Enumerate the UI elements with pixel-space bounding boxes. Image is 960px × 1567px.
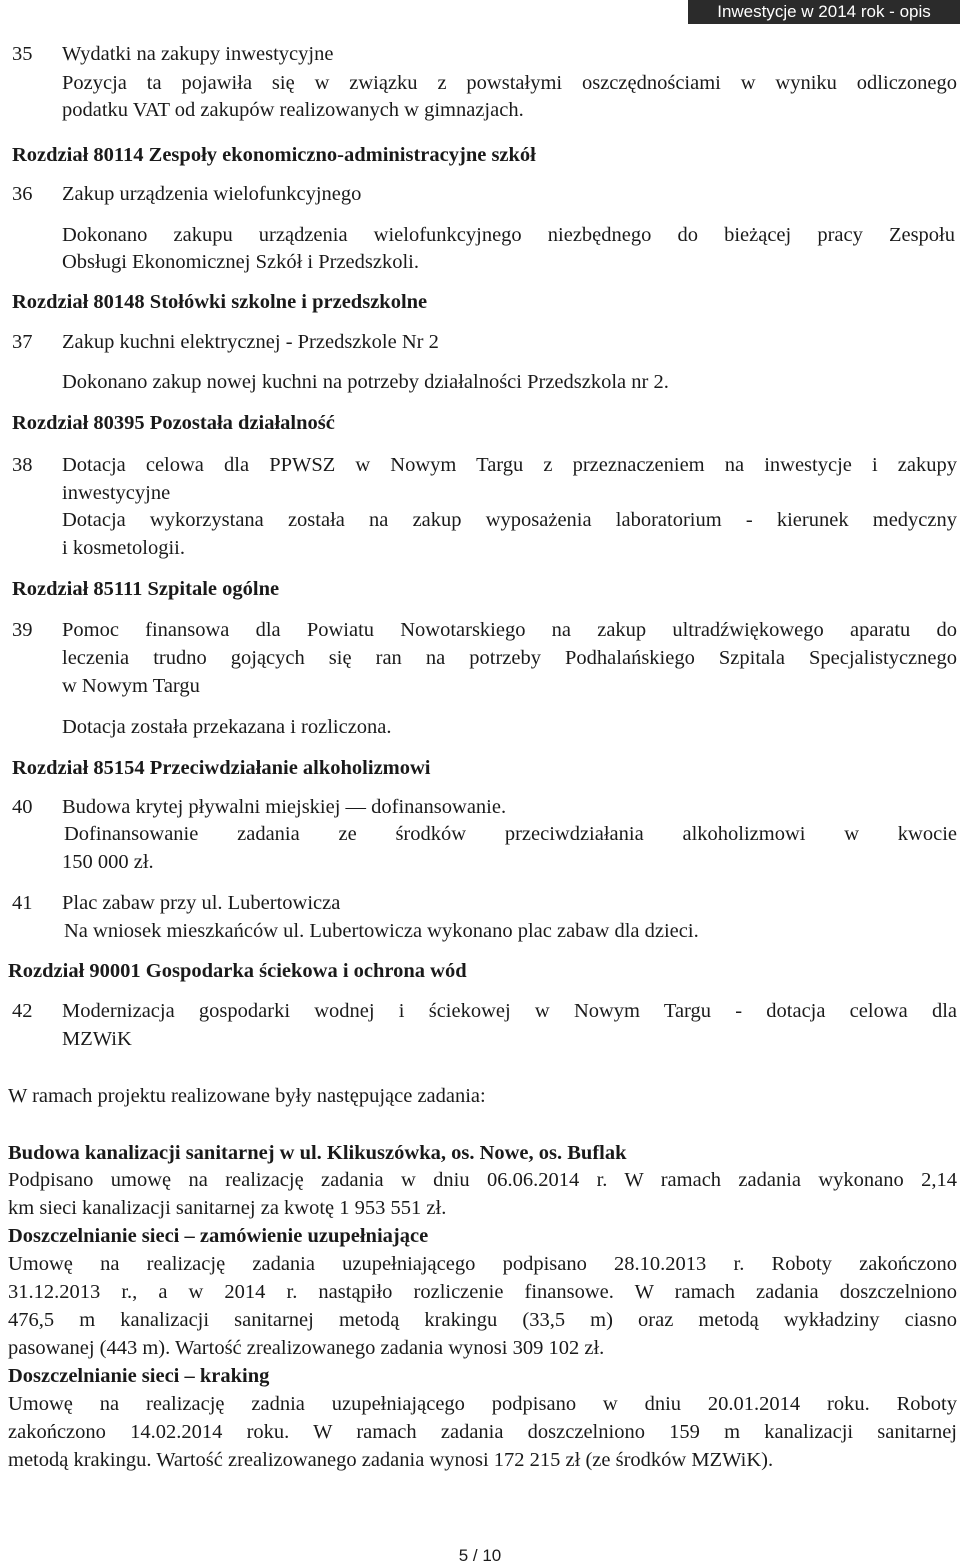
task-text-line: 31.12.2013 r., a w 2014 r. nastąpiło rozliczenie finansowe. W ramach zadania doszczelniono bbox=[8, 1281, 957, 1303]
task-title: Doszczelnianie sieci – zamówienie uzupełniające bbox=[8, 1225, 429, 1247]
task-text-line: pasowanej (443 m). Wartość zrealizowanego zadania wynosi 309 102 zł. bbox=[8, 1337, 605, 1359]
item-number: 40 bbox=[12, 796, 33, 818]
item-title: Zakup kuchni elektrycznej - Przedszkole Nr 2 bbox=[62, 331, 439, 353]
section-heading: Rozdział 80114 Zespoły ekonomiczno-administracyjne szkół bbox=[12, 144, 536, 166]
item-description-line: Pozycja ta pojawiła się w związku z powstałymi oszczędnościami w wyniku odliczonego bbox=[62, 72, 957, 94]
item-title: Wydatki na zakupy inwestycyjne bbox=[62, 43, 334, 65]
item-title: Zakup urządzenia wielofunkcyjnego bbox=[62, 183, 362, 205]
section-heading: Rozdział 80148 Stołówki szkolne i przedszkolne bbox=[12, 291, 428, 313]
task-text-line: km sieci kanalizacji sanitarnej za kwotę 1 953 551 zł. bbox=[8, 1197, 447, 1219]
item-description-line: Dokonano zakup nowej kuchni na potrzeby działalności Przedszkola nr 2. bbox=[62, 371, 669, 393]
task-title: Doszczelnianie sieci – kraking bbox=[8, 1365, 270, 1387]
task-text-line: Umowę na realizację zadania uzupełniającego podpisano 28.10.2013 r. Roboty zakończono bbox=[8, 1253, 957, 1275]
task-text-line: Umowę na realizację zadnia uzupełniającego podpisano w dniu 20.01.2014 roku. Roboty bbox=[8, 1393, 957, 1415]
item-title-line: Modernizacja gospodarki wodnej i ściekowej w Nowym Targu - dotacja celowa dla bbox=[62, 1000, 957, 1022]
item-number: 36 bbox=[12, 183, 33, 205]
item-title: Plac zabaw przy ul. Lubertowicza bbox=[62, 892, 341, 914]
item-description-line: podatku VAT od zakupów realizowanych w gimnazjach. bbox=[62, 99, 524, 121]
header-title: Inwestycje w 2014 rok - opis bbox=[717, 2, 931, 21]
page-header bbox=[688, 0, 960, 24]
item-title-line: Dotacja celowa dla PPWSZ w Nowym Targu z przeznaczeniem na inwestycje i zakupy bbox=[62, 454, 957, 476]
item-description-line: Dofinansowanie zadania ze środków przeciwdziałania alkoholizmowi w kwocie bbox=[64, 823, 957, 845]
item-description-line: Na wniosek mieszkańców ul. Lubertowicza wykonano plac zabaw dla dzieci. bbox=[64, 920, 699, 942]
item-number: 35 bbox=[12, 43, 33, 65]
item-number: 39 bbox=[12, 619, 33, 641]
item-number: 37 bbox=[12, 331, 33, 353]
item-description-line: 150 000 zł. bbox=[62, 851, 154, 873]
task-text-line: Podpisano umowę na realizację zadania w dniu 06.06.2014 r. W ramach zadania wykonano 2,14 bbox=[8, 1169, 957, 1191]
item-number: 42 bbox=[12, 1000, 33, 1022]
section-heading: Rozdział 85154 Przeciwdziałanie alkoholizmowi bbox=[12, 757, 431, 779]
item-title-line: inwestycyjne bbox=[62, 482, 171, 504]
item-description-line: Dokonano zakupu urządzenia wielofunkcyjnego niezbędnego do bieżącej pracy Zespołu bbox=[62, 224, 955, 246]
task-title: Budowa kanalizacji sanitarnej w ul. Klikuszówka, os. Nowe, os. Buflak bbox=[8, 1142, 627, 1164]
project-intro: W ramach projektu realizowane były następujące zadania: bbox=[8, 1085, 486, 1107]
page-number: 5 / 10 bbox=[458, 1546, 502, 1565]
item-number: 41 bbox=[12, 892, 33, 914]
item-title-line: leczenia trudno gojących się ran na potrzeby Podhalańskiego Szpitala Specjalistycznego bbox=[62, 647, 957, 669]
item-number: 38 bbox=[12, 454, 33, 476]
task-text-line: 476,5 m kanalizacji sanitarnej metodą krakingu (33,5 m) oraz metodą wykładziny ciasno bbox=[8, 1309, 957, 1331]
item-title-line: Pomoc finansowa dla Powiatu Nowotarskiego na zakup ultradźwiękowego aparatu do bbox=[62, 619, 957, 641]
item-description-line: Obsługi Ekonomicznej Szkół i Przedszkoli. bbox=[62, 251, 419, 273]
item-title: Budowa krytej pływalni miejskiej — dofinansowanie. bbox=[62, 796, 507, 818]
item-description-line: Dotacja została przekazana i rozliczona. bbox=[62, 716, 392, 738]
section-heading: Rozdział 90001 Gospodarka ściekowa i ochrona wód bbox=[8, 960, 467, 982]
item-description-line: Dotacja wykorzystana została na zakup wyposażenia laboratorium - kierunek medyczny bbox=[62, 509, 957, 531]
item-title-line: MZWiK bbox=[62, 1028, 132, 1050]
section-heading: Rozdział 85111 Szpitale ogólne bbox=[12, 578, 280, 600]
task-text-line: zakończono 14.02.2014 roku. W ramach zadania doszczelniono 159 m kanalizacji sanitarnej bbox=[8, 1421, 957, 1443]
item-title-line: w Nowym Targu bbox=[62, 675, 200, 697]
item-description-line: i kosmetologii. bbox=[62, 537, 185, 559]
task-text-line: metodą krakingu. Wartość zrealizowanego zadania wynosi 172 215 zł (ze środków MZWiK). bbox=[8, 1449, 774, 1471]
section-heading: Rozdział 80395 Pozostała działalność bbox=[12, 412, 335, 434]
